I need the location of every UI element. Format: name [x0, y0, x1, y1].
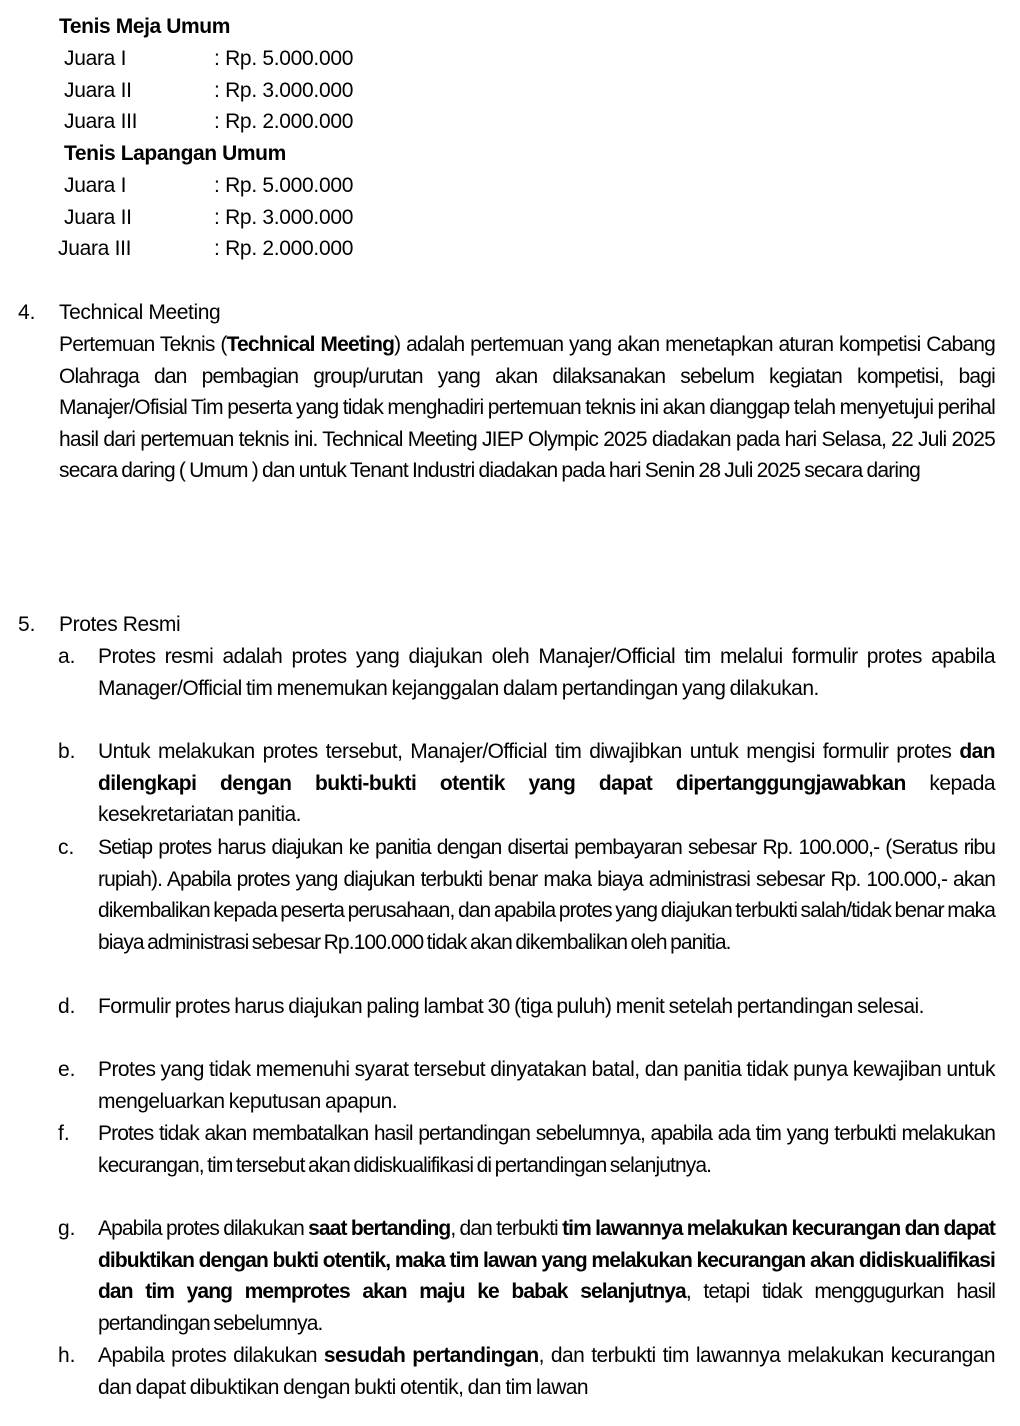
bold-text: tim lawannya melakukan kecurangan dan dapat dibuktikan dengan bukti otentik, maka tim lawan yang melakukan kecurangan akan didiskualifikasi dan tim yang memprotes akan maju ke babak selanjutnya	[98, 1217, 996, 1303]
list-item-f: Protes tidak akan membatalkan hasil pertandingan sebelumnya, apabila ada tim yang terbukti melakukan kecurangan, tim tersebut akan didiskualifikasi di pertandingan selanjutnya.	[98, 1122, 995, 1177]
text: Apabila protes dilakukan	[98, 1344, 324, 1367]
list-item-d: Formulir protes harus diajukan paling lambat 30 (tiga puluh) menit setelah pertandingan selesai.	[98, 995, 924, 1018]
prize-heading-tenis-lapangan: Tenis Lapangan Umum	[64, 142, 286, 165]
text: Apabila protes dilakukan	[98, 1217, 309, 1240]
list-item-marker: d.	[58, 995, 76, 1018]
prize-label: Juara I	[64, 47, 127, 70]
list-item-marker: b.	[58, 740, 76, 763]
prize-value: : Rp. 3.000.000	[214, 79, 354, 102]
list-item-marker: c.	[58, 836, 75, 859]
prize-label: Juara III	[58, 237, 132, 260]
bold-text: Technical Meeting	[226, 333, 395, 356]
prize-label: Juara II	[64, 79, 132, 102]
prize-value: : Rp. 2.000.000	[214, 237, 354, 260]
prize-heading-tenis-meja: Tenis Meja Umum	[59, 15, 230, 38]
bold-text: sesudah pertandingan	[323, 1344, 539, 1367]
list-item-c: Setiap protes harus diajukan ke panitia dengan disertai pembayaran sebesar Rp. 100.000,- (Seratus ribu rupiah). Apabila protes yang diajukan terbukti benar maka biaya administrasi sebesar Rp. 100.000,- akan dikembalikan kepada peserta perusahaan, dan apabila protes yang diajukan terbukti salah/tidak benar maka biaya administrasi sebesar Rp.100.000 tidak akan dikembalikan oleh panitia.	[98, 836, 995, 954]
prize-label: Juara II	[64, 206, 132, 229]
text: Pertemuan Teknis (	[59, 333, 227, 356]
text: , dan terbukti	[450, 1217, 563, 1240]
text: ) adalah pertemuan yang akan menetapkan aturan kompetisi Cabang Olahraga dan pembagian group/urutan yang akan dilaksanakan sebelum kegiatan kompetisi, bagi Manajer/Ofisial Tim peserta yang tidak menghadiri pertemuan teknis ini akan dianggap telah menyetujui perihal hasil dari pertemuan teknis ini. Technical Meeting JIEP Olympic 2025 diadakan pada hari Selasa, 22 Juli 2025 secara daring ( Umum ) dan untuk Tenant Industri diadakan pada hari Senin 28 Juli 2025 secara daring	[59, 333, 995, 482]
list-item-a: Protes resmi adalah protes yang diajukan oleh Manajer/Official tim melalui formulir protes apabila Manager/Official tim menemukan kejanggalan dalam pertandingan yang dilakukan.	[98, 645, 995, 700]
list-item-g	[98, 1213, 995, 1339]
list-item-marker: g.	[58, 1217, 76, 1240]
bold-text: saat bertanding	[308, 1217, 451, 1240]
section-number: 4.	[18, 301, 36, 324]
prize-value: : Rp. 2.000.000	[214, 110, 354, 133]
list-item-marker: f.	[58, 1122, 70, 1145]
list-item-h	[98, 1340, 995, 1403]
text: , tetapi tidak menggugurkan hasil pertandingan sebelumnya.	[98, 1280, 996, 1335]
list-item-marker: e.	[58, 1058, 76, 1081]
section-number: 5.	[18, 613, 36, 636]
section-title-technical-meeting: Technical Meeting	[59, 301, 221, 324]
text: kepada kesekretariatan panitia.	[98, 771, 995, 826]
section-title-protes-resmi: Protes Resmi	[59, 613, 181, 636]
prize-label: Juara I	[64, 174, 127, 197]
prize-value: : Rp. 5.000.000	[214, 174, 354, 197]
list-item-e: Protes yang tidak memenuhi syarat tersebut dinyatakan batal, dan panitia tidak punya kewajiban untuk mengeluarkan keputusan apapun.	[98, 1058, 995, 1113]
bold-text: dan dilengkapi dengan bukti-bukti otentik yang dapat dipertanggungjawabkan	[98, 740, 995, 795]
technical-meeting-paragraph	[59, 329, 995, 487]
list-item-b	[98, 736, 995, 831]
prize-label: Juara III	[64, 110, 138, 133]
list-item-marker: a.	[58, 645, 76, 668]
text: Untuk melakukan protes tersebut, Manajer/Official tim diwajibkan untuk mengisi formulir protes	[98, 740, 960, 763]
prize-value: : Rp. 5.000.000	[214, 47, 354, 70]
list-item-marker: h.	[58, 1344, 76, 1367]
text: , dan terbukti tim lawannya melakukan kecurangan dan dapat dibuktikan dengan bukti otentik, dan tim lawan	[98, 1344, 995, 1399]
prize-value: : Rp. 3.000.000	[214, 206, 354, 229]
